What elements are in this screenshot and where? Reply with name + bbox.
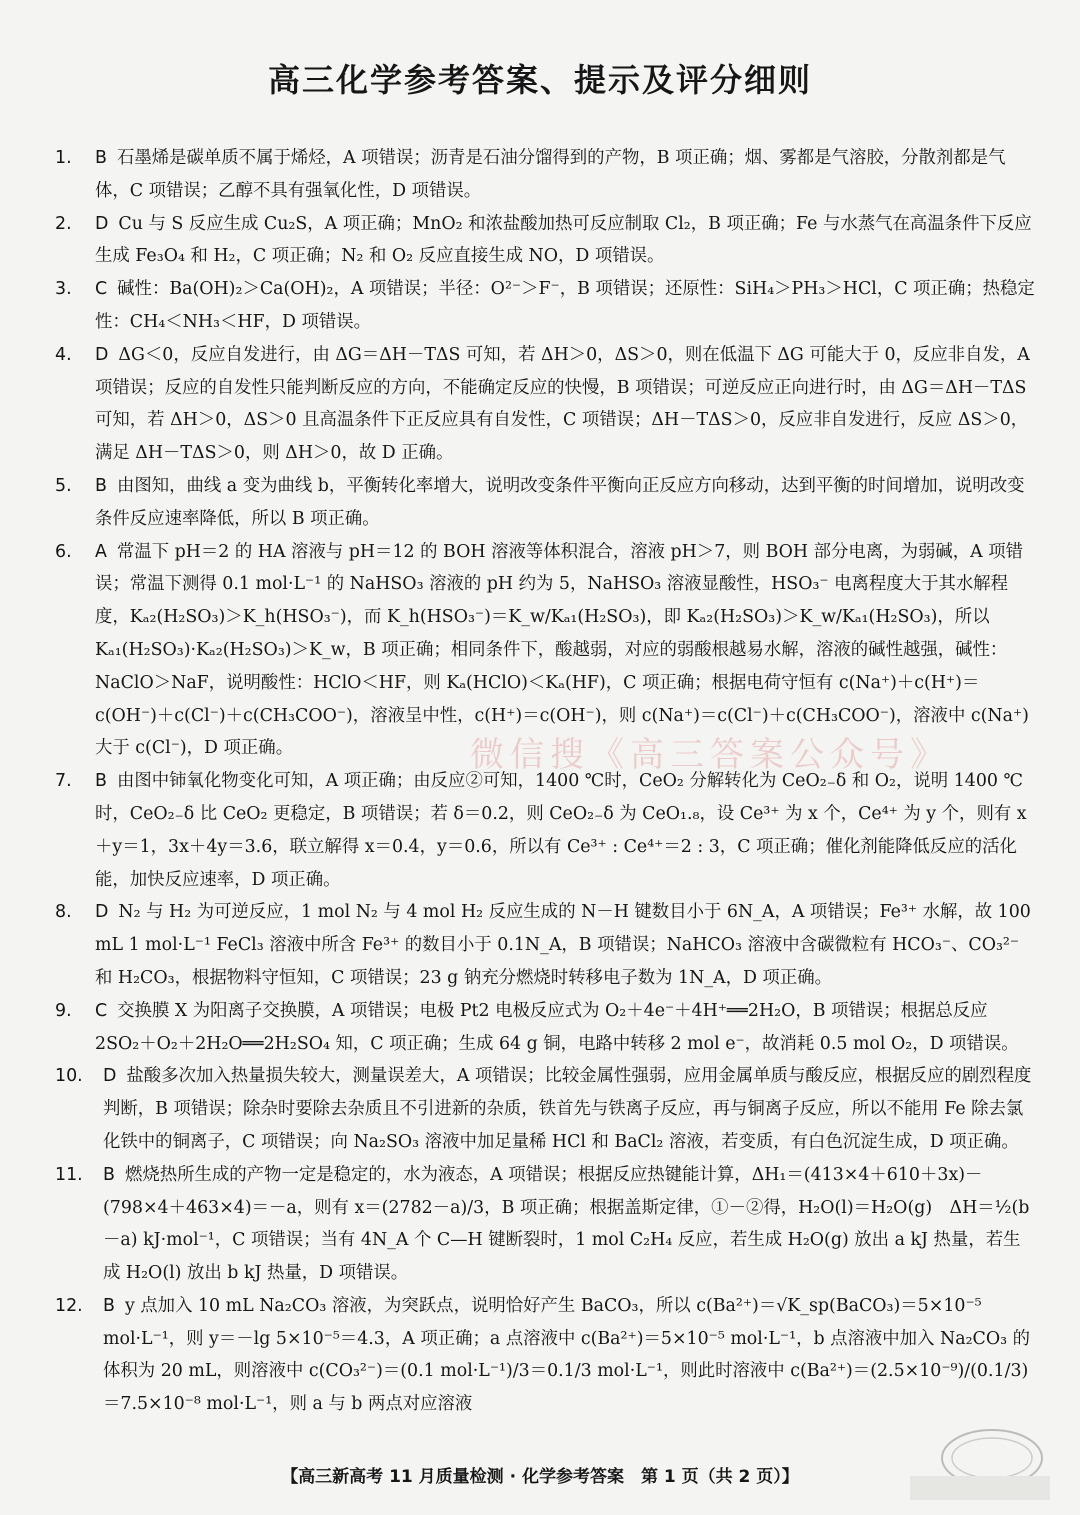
answer-choice: B [95, 475, 107, 496]
explanation-text: 由图知，曲线 a 变为曲线 b，平衡转化率增大，说明改变条件平衡向正反应方向移动，达到平衡的时间增加，说明改变条件反应速率降低，所以 B 项正确。 [95, 475, 1025, 529]
answer-list [55, 142, 1035, 1421]
explanation-text: 由图中铈氧化物变化可知，A 项正确；由反应②可知，1400 ℃时，CeO₂ 分解转化为 CeO₂₋δ 和 O₂，说明 1400 ℃时，CeO₂₋δ 比 CeO₂ 更稳定，B 项错误；若 δ＝0.2，则 CeO₂₋δ 为 CeO₁.₈，设 Ce³⁺ 为 x 个，Ce⁴⁺ 为 y 个，则有 x＋y＝1，3x＋4y＝3.6，联立解得 x＝0.4，y＝0.6，所以有 Ce³⁺ : Ce⁴⁺＝2 : 3，C 项正确；催化剂能降低反应的活化能，加快反应速率，D 项正确。 [95, 771, 1027, 890]
answer-item [55, 1060, 1035, 1158]
answer-item [55, 339, 1035, 470]
answer-item [55, 208, 1035, 274]
explanation-text: 石墨烯是碳单质不属于烯烃，A 项错误；沥青是石油分馏得到的产物，B 项正确；烟、雾都是气溶胶，分散剂都是气体，C 项错误；乙醇不具有强氧化性，D 项错误。 [95, 148, 1006, 201]
answer-choice: B [95, 148, 107, 168]
answer-choice: D [95, 213, 109, 234]
question-number: 11. [55, 1164, 83, 1185]
explanation-text: 盐酸多次加入热量损失较大，测量误差大，A 项错误；比较金属性强弱，应用金属单质与酸反应，根据反应的剧烈程度判断，B 项错误；除杂时要除去杂质且不引进新的杂质，铁首先与铁离子反应，再与铜离子反应，所以不能用 Fe 除去氯化铁中的铜离子，C 项错误；向 Na₂SO₃ 溶液中加足量稀 HCl 和 BaCl₂ 溶液，若变质，有白色沉淀生成，D 项正确。 [103, 1066, 1032, 1152]
explanation-text: Cu 与 S 反应生成 Cu₂S，A 项正确；MnO₂ 和浓盐酸加热可反应制取 Cl₂，B 项正确；Fe 与水蒸气在高温条件下反应生成 Fe₃O₄ 和 H₂，C 项正确；N₂ 和 O₂ 反应直接生成 NO，D 项错误。 [95, 213, 1032, 267]
answer-item [55, 896, 1035, 994]
answer-item [55, 765, 1035, 896]
question-number: 8. [55, 902, 72, 923]
explanation-text: N₂ 与 H₂ 为可逆反应，1 mol N₂ 与 4 mol H₂ 反应生成的 N－H 键数目小于 6N_A，A 项错误；Fe³⁺ 水解，故 100 mL 1 mol·L⁻¹ FeCl₃ 溶液中所含 Fe³⁺ 的数目小于 0.1N_A，B 项错误；NaHCO₃ 溶液中含碳微粒有 HCO₃⁻、CO₃²⁻ 和 H₂CO₃，根据物料守恒知，C 项错误；23 g 钠充分燃烧时转移电子数为 1N_A，D 项正确。 [95, 902, 1031, 988]
answer-choice: C [95, 1000, 108, 1021]
explanation-text: 交换膜 X 为阳离子交换膜，A 项错误；电极 Pt2 电极反应式为 O₂＋4e⁻＋4H⁺══2H₂O，B 项错误；根据总反应 2SO₂＋O₂＋2H₂O══2H₂SO₄ 知，C 项正确；生成 64 g 铜，电路中转移 2 mol e⁻，故消耗 0.5 mol O₂，D 项错误。 [95, 1000, 1019, 1054]
explanation-text: y 点加入 10 mL Na₂CO₃ 溶液，为突跃点，说明恰好产生 BaCO₃，所以 c(Ba²⁺)＝√K_sp(BaCO₃)＝5×10⁻⁵ mol·L⁻¹，则 y＝－lg 5×10⁻⁵＝4.3，A 项正确；a 点溶液中 c(Ba²⁺)＝5×10⁻⁵ mol·L⁻¹，b 点溶液中加入 Na₂CO₃ 的体积为 20 mL，则溶液中 c(CO₃²⁻)＝(0.1 mol·L⁻¹)/3＝0.1/3 mol·L⁻¹，则此时溶液中 c(Ba²⁺)＝(2.5×10⁻⁹)/(0.1/3)＝7.5×10⁻⁸ mol·L⁻¹，则 a 与 b 两点对应溶液 [103, 1295, 1031, 1415]
question-number: 4. [55, 344, 72, 365]
watermark: 微信搜《高三答案公众号》 [470, 735, 950, 775]
answer-choice: B [95, 771, 107, 792]
answer-item [55, 1159, 1035, 1290]
question-number: 3. [55, 279, 72, 300]
answer-choice: D [95, 902, 109, 923]
question-number: 2. [55, 213, 72, 234]
explanation-text: 碱性：Ba(OH)₂＞Ca(OH)₂，A 项错误；半径：O²⁻＞F⁻，B 项错误；还原性：SiH₄＞PH₃＞HCl，C 项正确；热稳定性：CH₄＜NH₃＜HF，D 项错误。 [95, 279, 1035, 332]
explanation-text: 常温下 pH＝2 的 HA 溶液与 pH＝12 的 BOH 溶液等体积混合，溶液 pH＞7，则 BOH 部分电离，为弱碱，A 项错误；常温下测得 0.1 mol·L⁻¹ 的 NaHSO₃ 溶液的 pH 约为 5，NaHSO₃ 溶液显酸性，HSO₃⁻ 电离程度大于其水解程度，Kₐ₂(H₂SO₃)＞K_h(HSO₃⁻)，而 K_h(HSO₃⁻)＝K_w/Kₐ₁(H₂SO₃)，即 Kₐ₂(H₂SO₃)＞K_w/Kₐ₁(H₂SO₃)，所以 Kₐ₁(H₂SO₃)·Kₐ₂(H₂SO₃)＞K_w，B 项正确；相同条件下，酸越弱，对应的弱酸根越易水解，溶液的碱性越强，碱性：NaClO＞NaF，说明酸性：HClO＜HF，则 Kₐ(HClO)＜Kₐ(HF)，C 项正确；根据电荷守恒有 c(Na⁺)＋c(H⁺)＝c(OH⁻)＋c(Cl⁻)＋c(CH₃COO⁻)，溶液呈中性，c(H⁺)＝c(OH⁻)，则 c(Na⁺)＝c(Cl⁻)＋c(CH₃COO⁻)，溶液中 c(Na⁺) 大于 c(Cl⁻)，D 项正确。 [95, 541, 1029, 759]
explanation-text: ΔG＜0，反应自发进行，由 ΔG＝ΔH－TΔS 可知，若 ΔH＞0，ΔS＞0，则在低温下 ΔG 可能大于 0，反应非自发，A 项错误；反应的自发性只能判断反应的方向，不能确定反应的快慢，B 项错误；可逆反应正向进行时，由 ΔG＝ΔH－TΔS 可知，若 ΔH＞0，ΔS＞0 且高温条件下正反应具有自发性，C 项错误；ΔH－TΔS＞0，反应非自发进行，反应 ΔS＞0，满足 ΔH－TΔS＞0，则 ΔH＞0，故 D 正确。 [95, 344, 1030, 464]
answer-item [55, 470, 1035, 536]
answer-item [55, 273, 1035, 339]
page-title: 高三化学参考答案、提示及评分细则 [267, 61, 812, 99]
question-number: 12. [55, 1295, 83, 1316]
question-number: 9. [55, 1000, 72, 1021]
answer-choice: B [103, 1295, 115, 1316]
answer-item [55, 1290, 1035, 1421]
answer-choice: B [103, 1164, 115, 1185]
answer-choice: A [95, 541, 107, 562]
answer-item [55, 995, 1035, 1061]
question-number: 7. [55, 771, 72, 792]
question-number: 6. [55, 541, 72, 562]
question-number: 10. [55, 1066, 83, 1087]
explanation-text: 燃烧热所生成的产物一定是稳定的，水为液态，A 项错误；根据反应热键能计算，ΔH₁＝(413×4＋610＋3x)－(798×4＋463×4)＝－a，则有 x＝(2782－a)/3，B 项正确；根据盖斯定律，①－②得，H₂O(l)＝H₂O(g) ΔH＝½(b－a) kJ·mol⁻¹，C 项错误；当有 4N_A 个 C—H 键断裂时，1 mol C₂H₄ 反应，若生成 H₂O(g) 放出 a kJ 热量，若生成 H₂O(l) 放出 b kJ 热量，D 项错误。 [103, 1164, 1030, 1284]
answer-choice: C [95, 279, 108, 300]
answer-choice: D [95, 344, 109, 365]
page-footer: 【高三新高考 11 月质量检测 · 化学参考答案 第 1 页（共 2 页）】 [281, 1467, 799, 1487]
question-number: 1. [55, 148, 72, 168]
question-number: 5. [55, 475, 72, 496]
answer-item [55, 142, 1035, 208]
answer-choice: D [103, 1066, 117, 1087]
